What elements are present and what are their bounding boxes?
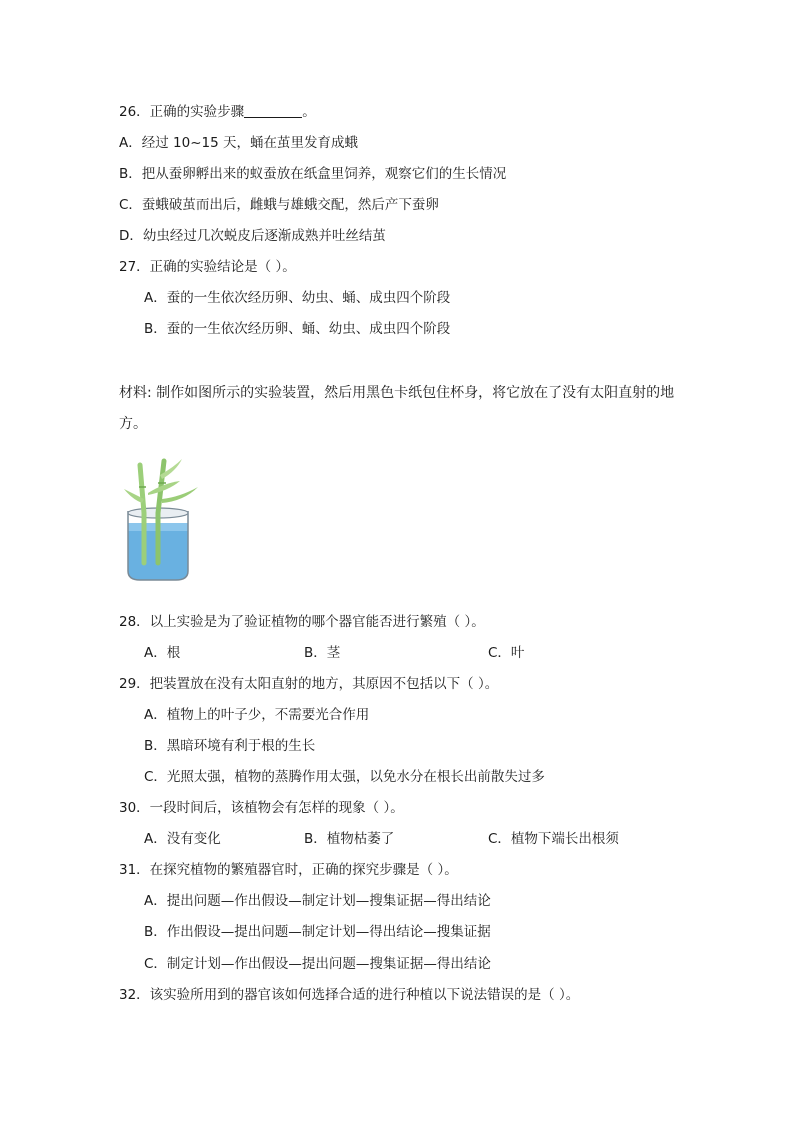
q31-option-c: C．制定计划—作出假设—提出问题—搜集证据—得出结论 [144,956,491,972]
q31-stem: 31．在探究植物的繁殖器官时，正确的探究步骤是（ ）。 [119,862,458,878]
q31-option-b: B．作出假设—提出问题—制定计划—得出结论—搜集证据 [144,924,491,940]
q29-option-b: B．黑暗环境有利于根的生长 [144,738,316,754]
q28-option-c: C．叶 [488,645,525,661]
q28-option-a: A．根 [144,645,181,661]
q26-option-a: A．经过 10~15 天，蛹在茧里发育成蛾 [119,135,358,151]
plant-cutting-in-water-figure [118,453,210,593]
q29-option-a: A．植物上的叶子少，不需要光合作用 [144,707,370,723]
q28-option-b: B．茎 [304,645,341,661]
q27-option-a: A．蚕的一生依次经历卵、幼虫、蛹、成虫四个阶段 [144,290,451,306]
q29-stem: 29．把装置放在没有太阳直射的地方，其原因不包括以下（ ）。 [119,676,499,692]
q26-stem: 26．正确的实验步骤 。 [119,104,316,120]
q32-stem: 32．该实验所用到的器官该如何选择合适的进行种植以下说法错误的是（ ）。 [119,987,580,1003]
material-text-line1: 材料: 制作如图所示的实验装置，然后用黑色卡纸包住杯身，将它放在了没有太阳直射的地 [119,385,675,401]
q30-option-c: C．植物下端长出根须 [488,831,619,847]
q30-stem: 30．一段时间后，该植物会有怎样的现象（ ）。 [119,800,404,816]
answer-blank[interactable] [244,103,302,118]
q26-option-c: C．蚕蛾破茧而出后，雌蛾与雄蛾交配，然后产下蚕卵 [119,197,439,213]
q26-option-b: B．把从蚕卵孵出来的蚁蚕放在纸盒里饲养，观察它们的生长情况 [119,166,507,182]
q27-option-b: B．蚕的一生依次经历卵、蛹、幼虫、成虫四个阶段 [144,321,451,337]
material-text-line2: 方。 [119,416,147,432]
q29-option-c: C．光照太强，植物的蒸腾作用太强，以免水分在根长出前散失过多 [144,769,545,785]
leaf [162,487,198,503]
q26-option-d: D．幼虫经过几次蜕皮后逐渐成熟并吐丝结茧 [119,228,386,244]
q30-option-a: A．没有变化 [144,831,221,847]
q27-stem: 27．正确的实验结论是（ ）。 [119,259,296,275]
q28-stem: 28．以上实验是为了验证植物的哪个器官能否进行繁殖（ ）。 [119,614,485,630]
q30-option-b: B．植物枯萎了 [304,831,395,847]
q31-option-a: A．提出问题—作出假设—制定计划—搜集证据—得出结论 [144,893,491,909]
